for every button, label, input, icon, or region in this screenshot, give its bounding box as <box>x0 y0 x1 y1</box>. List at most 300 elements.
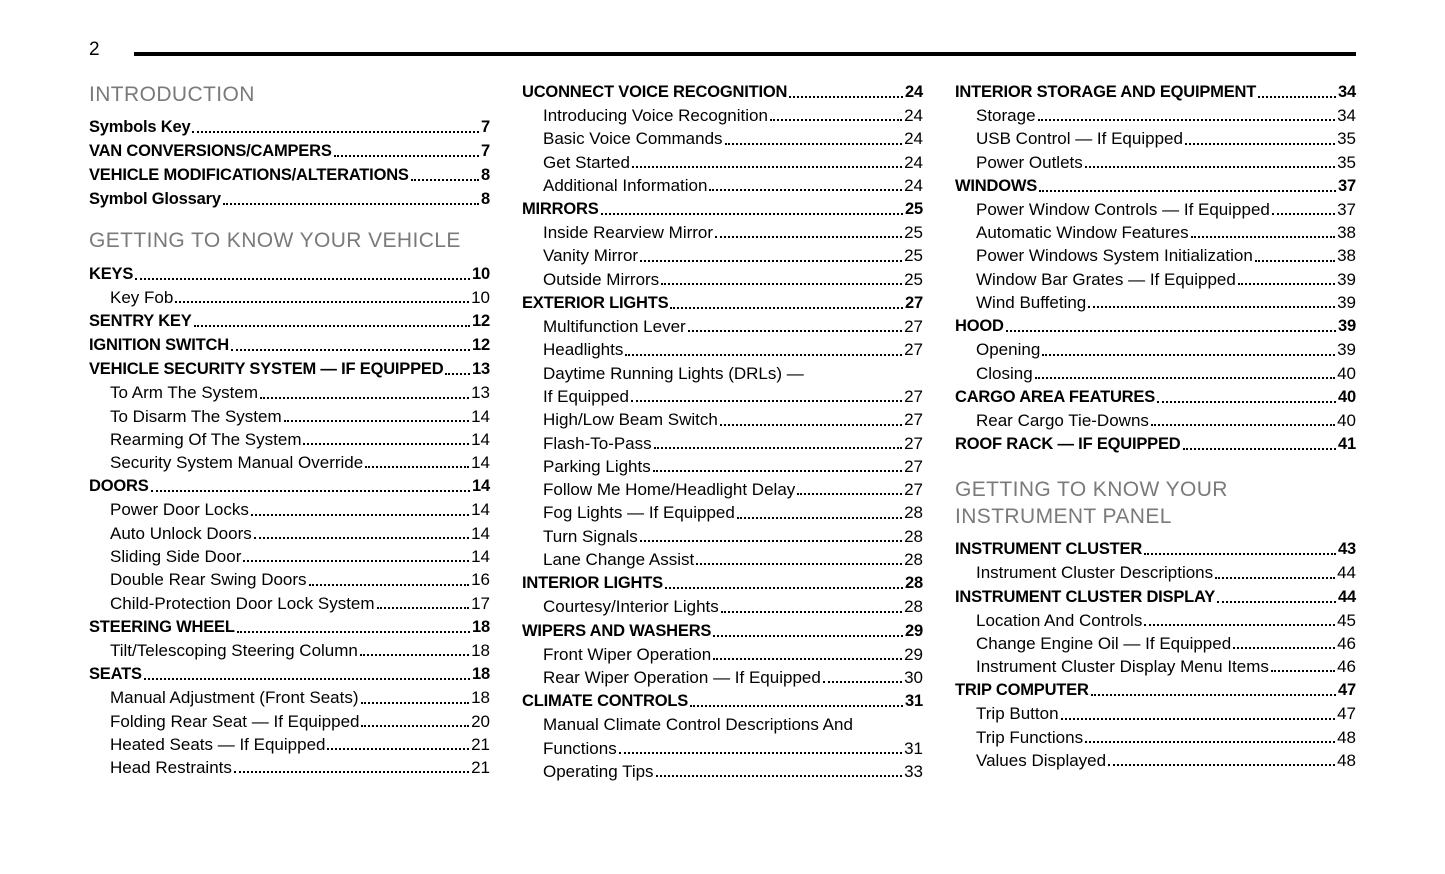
toc-subentry[interactable] <box>522 595 923 618</box>
dot-leader <box>243 560 469 562</box>
entry-title: INTERIOR STORAGE AND EQUIPMENT <box>955 83 1257 101</box>
toc-section-entry[interactable] <box>522 197 923 221</box>
dot-leader <box>823 681 902 683</box>
entry-title: Introducing Voice Recognition <box>543 106 768 125</box>
entry-page-number: 37 <box>1338 176 1356 195</box>
dot-leader <box>640 260 902 262</box>
toc-subentry[interactable] <box>522 760 923 783</box>
dot-leader <box>360 654 469 656</box>
entry-page-number: 27 <box>904 480 923 500</box>
entry-title: Turn Signals <box>543 526 638 546</box>
dot-leader <box>721 611 902 613</box>
toc-subentry[interactable] <box>522 643 923 666</box>
entry-title: Auto Unlock Doors <box>110 523 252 543</box>
entry-title: Outside Mirrors <box>543 269 660 289</box>
entry-title: Folding Rear Seat — If Equipped <box>110 711 360 731</box>
entry-page-number: 16 <box>471 570 490 590</box>
toc-section-entry[interactable] <box>955 678 1356 702</box>
dot-leader <box>670 307 903 309</box>
toc-subentry[interactable] <box>522 548 923 571</box>
dot-leader <box>1271 670 1335 672</box>
toc-section-entry[interactable] <box>89 262 490 286</box>
toc-subentry[interactable] <box>89 545 490 568</box>
entry-page-number: 35 <box>1337 129 1356 149</box>
entry-title: EXTERIOR LIGHTS <box>522 294 669 313</box>
entry-title: Closing <box>976 363 1033 383</box>
toc-subentry[interactable] <box>522 737 923 760</box>
toc-subentry[interactable] <box>522 385 923 408</box>
toc-section-entry[interactable] <box>955 314 1356 338</box>
toc-subentry[interactable] <box>522 338 923 361</box>
dot-leader <box>361 725 469 727</box>
toc-subentry[interactable] <box>89 381 490 404</box>
entry-page-number: 27 <box>904 433 923 453</box>
toc-column-1 <box>89 80 490 779</box>
entry-page-number: 24 <box>904 129 923 149</box>
toc-column-3 <box>955 80 1356 772</box>
header-rule <box>134 52 1356 56</box>
entry-page-number: 29 <box>904 644 923 664</box>
entry-page-number: 28 <box>904 597 923 617</box>
toc-subentry[interactable] <box>89 286 490 309</box>
entry-page-number: 45 <box>1337 610 1356 630</box>
toc-section-entry[interactable] <box>89 357 490 381</box>
toc-section-entry[interactable] <box>89 187 490 211</box>
entry-title: SENTRY KEY <box>89 312 192 331</box>
dot-leader <box>151 490 471 492</box>
toc-subentry[interactable] <box>522 478 923 501</box>
toc-section-entry[interactable] <box>955 385 1356 409</box>
dot-leader <box>192 131 479 133</box>
entry-page-number: 18 <box>472 617 490 636</box>
dot-leader <box>1144 553 1336 555</box>
entry-page-number: 8 <box>481 166 490 184</box>
entry-page-number: 37 <box>1337 199 1356 219</box>
toc-section-entry[interactable] <box>955 585 1356 609</box>
toc-section-entry[interactable] <box>89 474 490 498</box>
dot-leader <box>1238 283 1335 285</box>
toc-section-entry[interactable] <box>955 537 1356 561</box>
entry-title: Headlights <box>543 340 624 360</box>
entry-title: Trip Button <box>976 704 1059 724</box>
entry-title: Opening <box>976 340 1041 360</box>
dot-leader <box>1038 119 1336 121</box>
entry-title: KEYS <box>89 265 134 283</box>
entry-page-number: 34 <box>1338 83 1356 101</box>
dot-leader <box>656 775 903 777</box>
entry-title: Values Displayed <box>976 751 1107 771</box>
dot-leader <box>1183 448 1337 450</box>
toc-subentry[interactable] <box>955 632 1356 655</box>
dot-leader <box>1272 213 1335 215</box>
toc-subentry[interactable] <box>955 221 1356 244</box>
entry-title: Symbols Key <box>89 118 191 136</box>
entry-title: Operating Tips <box>543 761 654 781</box>
toc-subentry[interactable] <box>955 198 1356 221</box>
toc-subentry[interactable] <box>522 455 923 478</box>
entry-title: Window Bar Grates — If Equipped <box>976 269 1236 289</box>
entry-page-number: 39 <box>1337 293 1356 313</box>
toc-section-entry[interactable] <box>89 139 490 163</box>
entry-title: Manual Adjustment (Front Seats) <box>110 688 359 708</box>
entry-page-number: 48 <box>1337 751 1356 771</box>
toc-subentry[interactable] <box>955 291 1356 314</box>
toc-subentry[interactable] <box>955 151 1356 174</box>
entry-page-number: 7 <box>481 142 490 160</box>
entry-title: Change Engine Oil — If Equipped <box>976 633 1232 653</box>
toc-subentry[interactable] <box>89 733 490 756</box>
section-heading: GETTING TO KNOW YOUR INSTRUMENT PANEL <box>955 478 1228 529</box>
dot-leader <box>737 517 902 519</box>
dot-leader <box>725 143 903 145</box>
toc-section-entry[interactable] <box>955 174 1356 198</box>
entry-page-number: 34 <box>1337 106 1356 125</box>
dot-leader <box>1144 624 1335 626</box>
entry-page-number: 25 <box>904 246 923 266</box>
entry-page-number: 29 <box>905 621 923 640</box>
entry-page-number: 17 <box>471 593 490 613</box>
entry-title: Daytime Running Lights (DRLs) — <box>543 363 804 383</box>
entry-title: INSTRUMENT CLUSTER DISPLAY <box>955 587 1216 606</box>
entry-title: High/Low Beam Switch <box>543 410 718 430</box>
toc-subentry[interactable] <box>89 405 490 428</box>
entry-title: HOOD <box>955 317 1004 336</box>
toc-subentry[interactable] <box>89 639 490 662</box>
entry-page-number: 14 <box>472 477 490 496</box>
entry-title: Location And Controls <box>976 610 1143 630</box>
toc-subentry[interactable] <box>522 408 923 431</box>
toc-subentry[interactable] <box>522 221 923 244</box>
entry-page-number: 25 <box>904 269 923 289</box>
toc-subentry[interactable] <box>522 244 923 267</box>
entry-page-number: 10 <box>472 265 490 283</box>
entry-page-number: 39 <box>1337 269 1356 289</box>
entry-page-number: 14 <box>471 429 490 449</box>
entry-title: Sliding Side Door <box>110 547 242 567</box>
entry-title: Heated Seats — If Equipped <box>110 734 326 754</box>
entry-title: Fog Lights — If Equipped <box>543 503 735 523</box>
toc-section-entry[interactable] <box>89 163 490 187</box>
entry-title: VEHICLE SECURITY SYSTEM — IF EQUIPPED <box>89 360 444 379</box>
dot-leader <box>1255 260 1335 262</box>
toc-subentry[interactable] <box>522 127 923 150</box>
entry-page-number: 27 <box>904 410 923 430</box>
dot-leader <box>1042 354 1335 356</box>
toc-section-entry[interactable] <box>522 80 923 104</box>
dot-leader <box>601 213 904 215</box>
dot-leader <box>770 119 902 121</box>
entry-title: CLIMATE CONTROLS <box>522 692 689 711</box>
dot-leader <box>619 752 902 754</box>
entry-page-number: 38 <box>1337 246 1356 266</box>
dot-leader <box>1185 143 1335 145</box>
dot-leader <box>334 155 479 157</box>
entry-title: Rear Wiper Operation — If Equipped <box>543 667 821 687</box>
entry-page-number: 24 <box>905 83 923 101</box>
toc-subentry[interactable] <box>89 756 490 779</box>
entry-title: CARGO AREA FEATURES <box>955 387 1156 406</box>
dot-leader <box>284 420 469 422</box>
entry-title: Power Windows System Initialization <box>976 246 1253 266</box>
toc-subentry[interactable] <box>89 428 490 451</box>
entry-page-number: 14 <box>471 547 490 567</box>
entry-title: Inside Rearview Mirror <box>543 223 714 243</box>
toc-subentry[interactable] <box>955 127 1356 150</box>
dot-leader <box>365 466 469 468</box>
dot-leader <box>640 540 902 542</box>
entry-page-number: 40 <box>1337 410 1356 430</box>
entry-title: ROOF RACK — IF EQUIPPED <box>955 435 1181 454</box>
dot-leader <box>715 236 902 238</box>
entry-page-number: 8 <box>481 190 490 208</box>
dot-leader <box>696 563 902 565</box>
toc-subentry[interactable] <box>522 362 923 385</box>
entry-page-number: 14 <box>471 406 490 426</box>
dot-leader <box>1085 741 1335 743</box>
dot-leader <box>709 189 902 191</box>
toc-section-entry[interactable] <box>522 291 923 315</box>
dot-leader <box>631 400 902 402</box>
entry-page-number: 28 <box>904 526 923 546</box>
dot-leader <box>234 771 469 773</box>
toc-subentry[interactable] <box>522 151 923 174</box>
entry-page-number: 27 <box>904 456 923 476</box>
dot-leader <box>1108 764 1335 766</box>
entry-title: TRIP COMPUTER <box>955 681 1089 700</box>
toc-subentry[interactable] <box>89 498 490 521</box>
entry-title: Security System Manual Override <box>110 453 364 473</box>
toc-subentry[interactable] <box>955 702 1356 725</box>
toc-subentry[interactable] <box>955 561 1356 584</box>
toc-section-entry[interactable] <box>955 80 1356 104</box>
section-heading: INTRODUCTION <box>89 83 255 106</box>
entry-page-number: 28 <box>904 550 923 570</box>
entry-page-number: 31 <box>904 738 923 758</box>
entry-title: Vanity Mirror <box>543 246 639 266</box>
dot-leader <box>1215 577 1335 579</box>
toc-subentry[interactable] <box>89 710 490 733</box>
entry-title: SEATS <box>89 665 142 684</box>
dot-leader <box>144 678 470 680</box>
entry-title: MIRRORS <box>522 200 599 219</box>
entry-title: STEERING WHEEL <box>89 617 235 636</box>
dot-leader <box>632 166 902 168</box>
toc-subentry[interactable] <box>955 409 1356 432</box>
dot-leader <box>1006 330 1336 332</box>
entry-page-number: 41 <box>1338 435 1356 454</box>
entry-page-number: 28 <box>904 503 923 523</box>
entry-page-number: 25 <box>905 200 923 219</box>
entry-title: VAN CONVERSIONS/CAMPERS <box>89 142 332 160</box>
entry-title: WINDOWS <box>955 176 1038 195</box>
toc-section-entry[interactable] <box>89 662 490 686</box>
entry-page-number: 46 <box>1337 657 1356 677</box>
dot-leader <box>653 470 902 472</box>
entry-page-number: 28 <box>905 574 923 593</box>
toc-subentry[interactable] <box>522 315 923 338</box>
toc-subentry[interactable] <box>955 362 1356 385</box>
entry-page-number: 13 <box>472 360 490 379</box>
entry-title: INSTRUMENT CLUSTER <box>955 540 1143 559</box>
toc-subentry[interactable] <box>89 592 490 615</box>
entry-page-number: 47 <box>1338 681 1356 700</box>
dot-leader <box>690 705 903 707</box>
entry-page-number: 21 <box>471 734 490 754</box>
entry-page-number: 27 <box>905 294 923 313</box>
entry-title: Power Door Locks <box>110 500 249 520</box>
dot-leader <box>720 424 902 426</box>
entry-title: Manual Climate Control Descriptions And <box>543 715 853 735</box>
entry-page-number: 27 <box>904 317 923 337</box>
entry-page-number: 21 <box>471 758 490 778</box>
entry-page-number: 10 <box>471 288 490 307</box>
entry-title: IGNITION SWITCH <box>89 336 229 355</box>
toc-section-entry[interactable] <box>89 333 490 357</box>
dot-leader <box>223 203 479 205</box>
dot-leader <box>1191 236 1335 238</box>
entry-page-number: 40 <box>1337 363 1356 383</box>
entry-title: Front Wiper Operation <box>543 644 712 664</box>
dot-leader <box>688 330 902 332</box>
entry-title: Flash-To-Pass <box>543 433 652 453</box>
dot-leader <box>713 635 903 637</box>
toc-section-entry[interactable] <box>955 432 1356 456</box>
entry-title: Functions <box>543 738 617 758</box>
toc-subentry[interactable] <box>955 104 1356 127</box>
toc-subentry[interactable] <box>955 338 1356 361</box>
entry-title: Storage <box>976 106 1036 125</box>
toc-subentry[interactable] <box>522 268 923 291</box>
entry-title: Wind Buffeting <box>976 293 1087 313</box>
entry-title: Rear Cargo Tie-Downs <box>976 410 1149 430</box>
dot-leader <box>1091 694 1336 696</box>
entry-page-number: 14 <box>471 523 490 543</box>
dot-leader <box>260 397 469 399</box>
entry-title: DOORS <box>89 477 149 496</box>
entry-page-number: 48 <box>1337 727 1356 747</box>
entry-page-number: 13 <box>471 383 490 403</box>
entry-page-number: 18 <box>472 665 490 684</box>
entry-title: USB Control — If Equipped <box>976 129 1183 149</box>
toc-subentry[interactable] <box>89 686 490 709</box>
toc-subentry[interactable] <box>955 268 1356 291</box>
entry-page-number: 14 <box>471 500 490 520</box>
entry-title: Additional Information <box>543 175 708 195</box>
dot-leader <box>251 514 469 516</box>
toc-subentry[interactable] <box>955 726 1356 749</box>
dot-leader <box>797 493 902 495</box>
entry-page-number: 40 <box>1338 387 1356 406</box>
entry-title: Get Started <box>543 152 630 172</box>
entry-title: Rearming Of The System <box>110 429 302 449</box>
entry-page-number: 24 <box>904 175 923 195</box>
dot-leader <box>445 373 470 375</box>
dot-leader <box>789 96 903 98</box>
toc-subentry[interactable] <box>522 104 923 127</box>
toc-section-entry[interactable] <box>522 619 923 643</box>
entry-title: Power Window Controls — If Equipped <box>976 199 1270 219</box>
toc-subentry[interactable] <box>89 568 490 591</box>
dot-leader <box>411 179 479 181</box>
toc-section-entry[interactable] <box>89 309 490 333</box>
toc-subentry[interactable] <box>955 609 1356 632</box>
toc-section-entry[interactable] <box>522 689 923 713</box>
dot-leader <box>237 631 470 633</box>
entry-title: INTERIOR LIGHTS <box>522 574 663 593</box>
dot-leader <box>1039 190 1336 192</box>
entry-title: Follow Me Home/Headlight Delay <box>543 480 796 500</box>
toc-subentry[interactable] <box>522 501 923 524</box>
entry-title: Key Fob <box>110 288 174 307</box>
entry-title: Head Restraints <box>110 758 232 778</box>
dot-leader <box>361 702 470 704</box>
entry-page-number: 20 <box>471 711 490 731</box>
dot-leader <box>1258 96 1336 98</box>
toc-subentry[interactable] <box>955 749 1356 772</box>
dot-leader <box>303 443 469 445</box>
toc-section-entry[interactable] <box>89 615 490 639</box>
entry-title: Instrument Cluster Descriptions <box>976 563 1214 583</box>
entry-page-number: 24 <box>904 106 923 125</box>
dot-leader <box>1061 718 1336 720</box>
entry-page-number: 24 <box>904 152 923 172</box>
entry-page-number: 35 <box>1337 152 1356 172</box>
entry-page-number: 44 <box>1337 563 1356 583</box>
entry-title: To Arm The System <box>110 383 259 403</box>
entry-title: VEHICLE MODIFICATIONS/ALTERATIONS <box>89 166 409 184</box>
entry-title: Automatic Window Features <box>976 223 1189 243</box>
toc-subentry[interactable] <box>522 666 923 689</box>
entry-title: UCONNECT VOICE RECOGNITION <box>522 83 788 101</box>
dot-leader <box>1217 601 1336 603</box>
entry-page-number: 18 <box>471 640 490 660</box>
dot-leader <box>625 354 902 356</box>
dot-leader <box>654 447 902 449</box>
toc-subentry[interactable] <box>522 432 923 455</box>
entry-page-number: 7 <box>481 118 490 136</box>
entry-page-number: 38 <box>1337 223 1356 243</box>
entry-title: If Equipped <box>543 386 630 406</box>
entry-page-number: 43 <box>1338 540 1356 559</box>
toc-subentry[interactable] <box>955 655 1356 678</box>
entry-page-number: 12 <box>472 336 490 355</box>
entry-title: Lane Change Assist <box>543 550 695 570</box>
toc-subentry[interactable] <box>955 244 1356 267</box>
dot-leader <box>1233 647 1335 649</box>
dot-leader <box>231 349 470 351</box>
dot-leader <box>1085 166 1335 168</box>
dot-leader <box>713 658 902 660</box>
dot-leader <box>327 748 469 750</box>
dot-leader <box>1088 306 1335 308</box>
toc-subentry[interactable] <box>522 525 923 548</box>
entry-page-number: 25 <box>904 223 923 243</box>
entry-title: Instrument Cluster Display Menu Items <box>976 657 1269 677</box>
toc-subentry[interactable] <box>522 713 923 736</box>
toc-subentry[interactable] <box>522 174 923 197</box>
toc-section-entry[interactable] <box>89 115 490 139</box>
toc-subentry[interactable] <box>89 522 490 545</box>
entry-page-number: 33 <box>904 761 923 781</box>
toc-subentry[interactable] <box>89 451 490 474</box>
toc-section-entry[interactable] <box>522 571 923 595</box>
entry-page-number: 27 <box>904 340 923 360</box>
entry-title: Tilt/Telescoping Steering Column <box>110 640 358 660</box>
entry-title: Symbol Glossary <box>89 190 221 208</box>
entry-page-number: 44 <box>1338 587 1356 606</box>
entry-title: Courtesy/Interior Lights <box>543 597 719 617</box>
entry-title: Trip Functions <box>976 727 1084 747</box>
